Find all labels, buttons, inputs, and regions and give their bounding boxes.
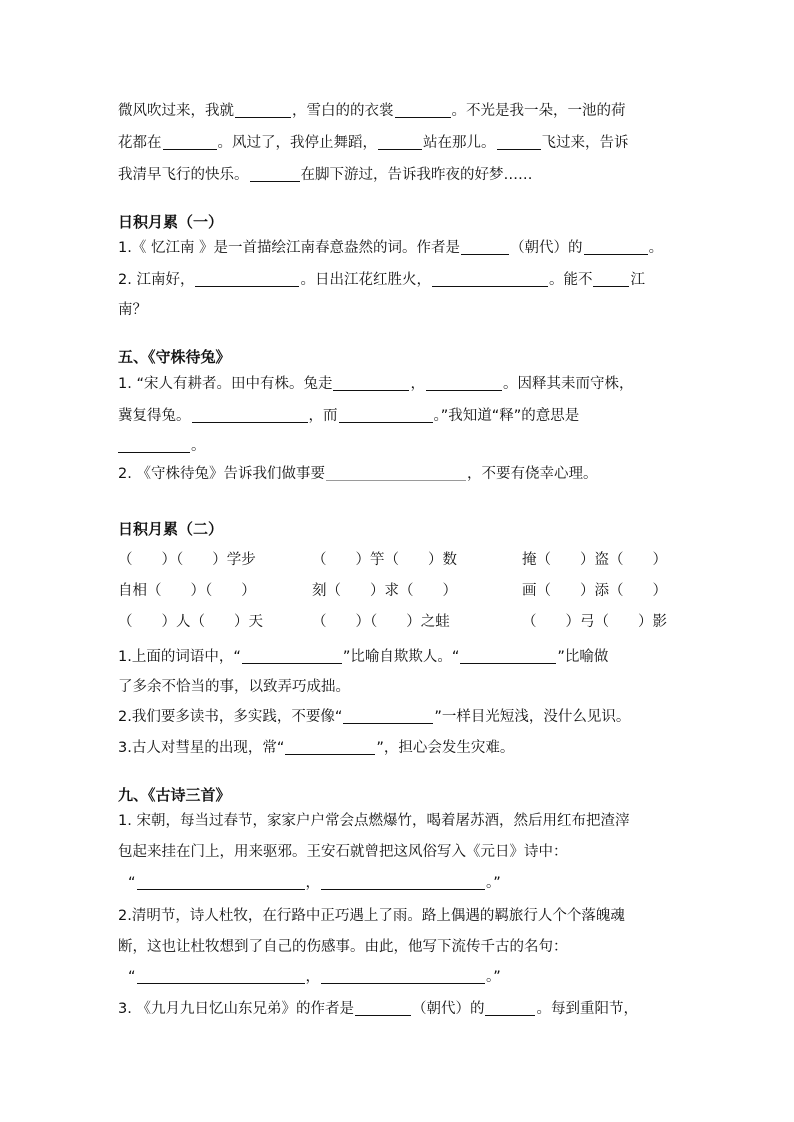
blank[interactable] <box>192 408 308 423</box>
question-line: 2. 《守株待兔》告诉我们做事要 ，不要有侥幸心理。 <box>118 466 598 482</box>
question-line: 断，这也让杜牧想到了自己的伤感事。由此，他写下流传千古的名句： <box>118 939 568 955</box>
question-line: 1.上面的词语中，“ ”比喻自欺欺人。“ ”比喻做 <box>118 649 609 665</box>
blank[interactable] <box>195 272 299 287</box>
question-line: 1. “宋人有耕者。田中有株。兔走 ， 。因释其耒而守株， <box>118 376 634 392</box>
question-line: 。 <box>118 436 206 456</box>
blank[interactable] <box>326 466 466 481</box>
blank[interactable] <box>137 969 305 984</box>
blank[interactable] <box>426 376 502 391</box>
blank[interactable] <box>355 1001 411 1016</box>
idiom-cell[interactable]: （ ）人（ ）天 <box>118 614 263 630</box>
idiom-cell[interactable]: 自相（ ）（ ） <box>118 583 256 599</box>
question-line: 1. 宋朝，每当过春节，家家户户常会点燃爆竹，喝着屠苏酒，然后用红布把渣滓 <box>118 813 630 829</box>
poem-line-3: 我清早飞行的快乐。 在脚下游过，告诉我昨夜的好梦…… <box>118 167 533 183</box>
idiom-cell[interactable]: （ ）弓（ ）影 <box>522 614 667 630</box>
poem-line-1: 微风吹过来，我就 ，雪白的的衣裳 。不光是我一朵，一池的荷 <box>118 103 626 119</box>
question-line: 1.《 忆江南 》是一首描绘江南春意盎然的词。作者是 （朝代）的 。 <box>118 240 664 256</box>
section-title: 日积月累（二） <box>118 520 224 538</box>
idiom-cell[interactable]: （ ）（ ）学步 <box>118 552 256 568</box>
blank[interactable] <box>497 135 541 150</box>
blank[interactable] <box>378 135 422 150</box>
blank[interactable] <box>432 272 548 287</box>
blank[interactable] <box>485 1001 535 1016</box>
answer-line: “ ， 。” <box>128 969 501 985</box>
blank[interactable] <box>395 103 451 118</box>
question-line: 了多余不恰当的事，以致弄巧成拙。 <box>118 679 350 695</box>
idiom-cell[interactable]: 掩（ ）盗（ ） <box>522 552 667 568</box>
question-line: 2. 江南好， 。日出江花红胜火， 。能不 江 <box>118 272 645 288</box>
answer-line: “ ， 。” <box>128 875 501 891</box>
blank[interactable] <box>584 240 648 255</box>
question-line: 包起来挂在门上，用来驱邪。王安石就曾把这风俗写入《元日》诗中： <box>118 844 568 860</box>
section-title: 九、《古诗三首》 <box>118 786 231 804</box>
blank[interactable] <box>321 875 485 890</box>
blank[interactable] <box>250 167 300 182</box>
idiom-cell[interactable]: （ ）竽（ ）数 <box>312 552 457 568</box>
question-line: 冀复得兔。 ，而 。”我知道“释”的意思是 <box>118 408 580 424</box>
section-title: 日积月累（一） <box>118 213 224 231</box>
blank[interactable] <box>118 438 190 453</box>
blank[interactable] <box>163 135 217 150</box>
question-line: 2.我们要多读书，多实践，不要像“ ”一样目光短浅，没什么见识。 <box>118 709 631 725</box>
blank[interactable] <box>285 740 375 755</box>
blank[interactable] <box>461 240 509 255</box>
blank[interactable] <box>460 649 556 664</box>
question-line: 3.古人对彗星的出现，常“ ”，担心会发生灾难。 <box>118 740 515 756</box>
blank[interactable] <box>321 969 485 984</box>
blank[interactable] <box>593 272 629 287</box>
question-line: 3. 《九月九日忆山东兄弟》的作者是 （朝代）的 。每到重阳节， <box>118 1001 638 1017</box>
blank[interactable] <box>235 103 291 118</box>
question-line: 2.清明节，诗人杜牧，在行路中正巧遇上了雨。路上偶遇的羁旅行人个个落魄魂 <box>118 908 625 924</box>
idiom-cell[interactable]: 刻（ ）求（ ） <box>312 583 457 599</box>
idiom-cell[interactable]: （ ）（ ）之蛙 <box>312 614 450 630</box>
idiom-cell[interactable]: 画（ ）添（ ） <box>522 583 667 599</box>
section-title: 五、《守株待兔》 <box>118 348 231 366</box>
poem-line-2: 花都在 。风过了，我停止舞蹈， 站在那儿。 飞过来，告诉 <box>118 135 629 151</box>
question-line: 南？ <box>118 302 147 318</box>
blank[interactable] <box>137 875 305 890</box>
blank[interactable] <box>339 408 433 423</box>
blank[interactable] <box>333 376 409 391</box>
blank[interactable] <box>242 649 342 664</box>
blank[interactable] <box>343 709 433 724</box>
